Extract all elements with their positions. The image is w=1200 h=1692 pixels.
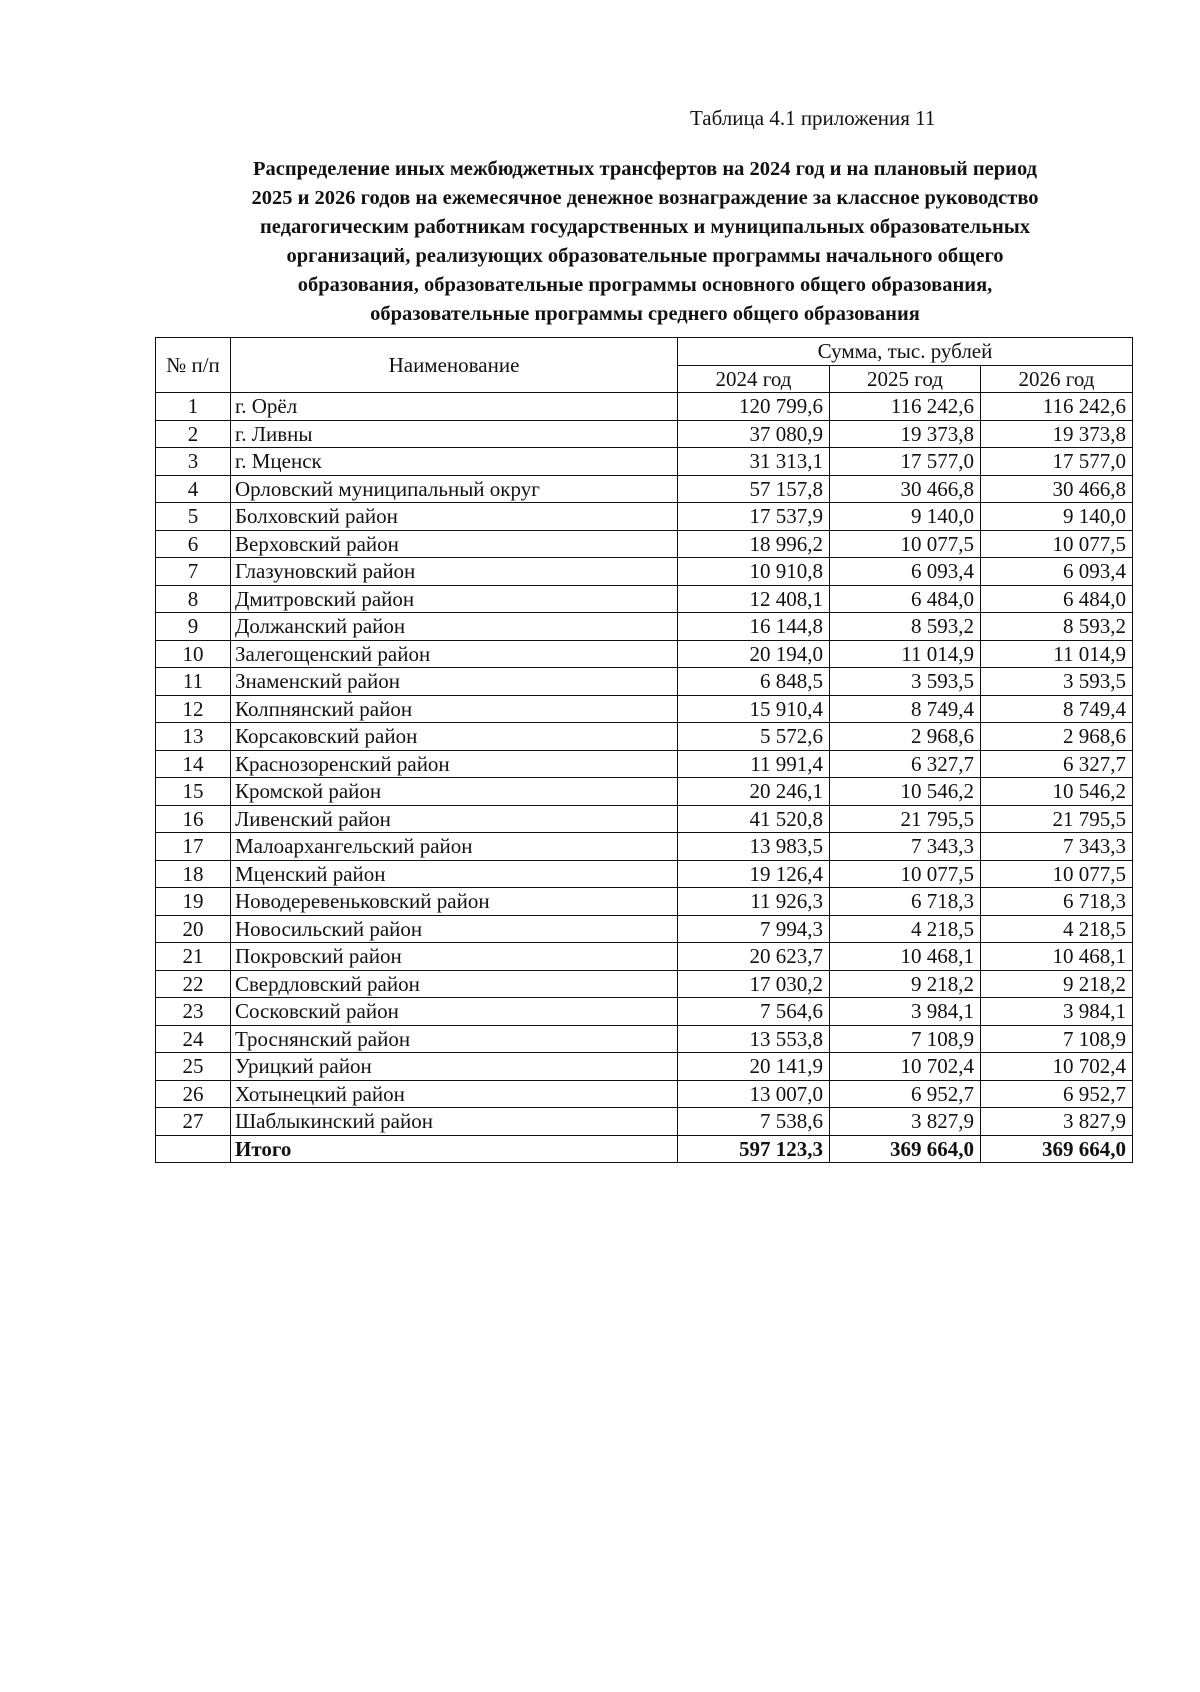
row-name: г. Мценск <box>231 448 678 476</box>
row-value-2026: 3 593,5 <box>981 668 1133 696</box>
table-row <box>156 530 1133 558</box>
row-value-2026: 17 577,0 <box>981 448 1133 476</box>
row-num: 25 <box>156 1053 231 1081</box>
table-row <box>156 750 1133 778</box>
row-name: Корсаковский район <box>231 723 678 751</box>
row-name: Знаменский район <box>231 668 678 696</box>
row-name: Урицкий район <box>231 1053 678 1081</box>
row-num: 27 <box>156 1108 231 1136</box>
row-value-2026: 8 749,4 <box>981 695 1133 723</box>
table-row <box>156 585 1133 613</box>
row-value-2024: 37 080,9 <box>678 420 830 448</box>
row-value-2026: 6 327,7 <box>981 750 1133 778</box>
row-value-2024: 20 141,9 <box>678 1053 830 1081</box>
table-row <box>156 860 1133 888</box>
row-value-2025: 2 968,6 <box>830 723 981 751</box>
row-value-2026: 3 984,1 <box>981 998 1133 1026</box>
row-value-2026: 10 702,4 <box>981 1053 1133 1081</box>
row-value-2026: 6 718,3 <box>981 888 1133 916</box>
table-row <box>156 448 1133 476</box>
row-name: Новосильский район <box>231 915 678 943</box>
row-value-2025: 6 093,4 <box>830 558 981 586</box>
row-num: 10 <box>156 640 231 668</box>
row-value-2025: 10 077,5 <box>830 530 981 558</box>
table-row <box>156 833 1133 861</box>
table-body <box>156 393 1133 1136</box>
row-value-2025: 6 484,0 <box>830 585 981 613</box>
row-value-2024: 11 991,4 <box>678 750 830 778</box>
row-value-2024: 13 007,0 <box>678 1080 830 1108</box>
row-name: Залегощенский район <box>231 640 678 668</box>
table-row <box>156 970 1133 998</box>
row-value-2026: 2 968,6 <box>981 723 1133 751</box>
row-value-2024: 20 194,0 <box>678 640 830 668</box>
row-value-2026: 7 108,9 <box>981 1025 1133 1053</box>
total-2026: 369 664,0 <box>981 1135 1133 1163</box>
row-value-2024: 10 910,8 <box>678 558 830 586</box>
row-value-2026: 30 466,8 <box>981 475 1133 503</box>
row-name: Троснянский район <box>231 1025 678 1053</box>
title-line: организаций, реализующих образовательные программы начального общего <box>286 245 1004 267</box>
row-value-2026: 19 373,8 <box>981 420 1133 448</box>
row-value-2024: 13 553,8 <box>678 1025 830 1053</box>
row-value-2025: 19 373,8 <box>830 420 981 448</box>
table-row <box>156 640 1133 668</box>
row-name: г. Ливны <box>231 420 678 448</box>
row-num: 11 <box>156 668 231 696</box>
row-num: 2 <box>156 420 231 448</box>
document-title <box>150 155 1140 329</box>
row-name: Глазуновский район <box>231 558 678 586</box>
row-name: Сосковский район <box>231 998 678 1026</box>
row-value-2026: 6 093,4 <box>981 558 1133 586</box>
table-row <box>156 393 1133 421</box>
table-row <box>156 475 1133 503</box>
row-value-2024: 15 910,4 <box>678 695 830 723</box>
row-name: Малоархангельский район <box>231 833 678 861</box>
row-value-2024: 41 520,8 <box>678 805 830 833</box>
row-value-2025: 7 343,3 <box>830 833 981 861</box>
table-row <box>156 723 1133 751</box>
row-num: 5 <box>156 503 231 531</box>
row-value-2026: 9 218,2 <box>981 970 1133 998</box>
row-num: 14 <box>156 750 231 778</box>
transfers-table <box>155 337 1133 1163</box>
row-name: Должанский район <box>231 613 678 641</box>
row-value-2026: 8 593,2 <box>981 613 1133 641</box>
row-value-2026: 6 952,7 <box>981 1080 1133 1108</box>
table-row <box>156 1108 1133 1136</box>
row-num: 4 <box>156 475 231 503</box>
row-name: Ливенский район <box>231 805 678 833</box>
row-name: г. Орёл <box>231 393 678 421</box>
row-value-2024: 16 144,8 <box>678 613 830 641</box>
row-value-2024: 5 572,6 <box>678 723 830 751</box>
row-value-2024: 19 126,4 <box>678 860 830 888</box>
row-value-2026: 116 242,6 <box>981 393 1133 421</box>
total-2025: 369 664,0 <box>830 1135 981 1163</box>
row-value-2025: 9 218,2 <box>830 970 981 998</box>
table-row <box>156 1025 1133 1053</box>
row-value-2024: 7 538,6 <box>678 1108 830 1136</box>
row-value-2024: 17 030,2 <box>678 970 830 998</box>
header-sum: Сумма, тыс. рублей <box>678 338 1133 366</box>
row-value-2026: 10 546,2 <box>981 778 1133 806</box>
table-row <box>156 805 1133 833</box>
row-name: Болховский район <box>231 503 678 531</box>
row-value-2025: 9 140,0 <box>830 503 981 531</box>
row-value-2024: 20 246,1 <box>678 778 830 806</box>
table-row <box>156 695 1133 723</box>
row-value-2025: 30 466,8 <box>830 475 981 503</box>
row-num: 16 <box>156 805 231 833</box>
total-num <box>156 1135 231 1163</box>
row-num: 8 <box>156 585 231 613</box>
row-value-2025: 6 327,7 <box>830 750 981 778</box>
row-name: Орловский муниципальный округ <box>231 475 678 503</box>
title-line: образования, образовательные программы основного общего образования, <box>297 274 993 296</box>
row-value-2024: 7 564,6 <box>678 998 830 1026</box>
title-line: педагогическим работникам государственных и муниципальных образовательных <box>259 216 1031 238</box>
header-year-2026: 2026 год <box>981 365 1133 393</box>
table-row <box>156 915 1133 943</box>
table-row <box>156 943 1133 971</box>
row-value-2024: 17 537,9 <box>678 503 830 531</box>
row-name: Колпнянский район <box>231 695 678 723</box>
row-num: 15 <box>156 778 231 806</box>
row-num: 20 <box>156 915 231 943</box>
row-num: 7 <box>156 558 231 586</box>
table-header <box>156 338 1133 393</box>
header-year-2024: 2024 год <box>678 365 830 393</box>
title-line: образовательные программы среднего общего образования <box>370 303 920 325</box>
table-row <box>156 778 1133 806</box>
header-num: № п/п <box>156 338 231 393</box>
row-name: Шаблыкинский район <box>231 1108 678 1136</box>
row-value-2025: 6 952,7 <box>830 1080 981 1108</box>
row-value-2025: 116 242,6 <box>830 393 981 421</box>
row-value-2024: 20 623,7 <box>678 943 830 971</box>
table-row <box>156 558 1133 586</box>
row-value-2025: 3 827,9 <box>830 1108 981 1136</box>
row-value-2026: 21 795,5 <box>981 805 1133 833</box>
row-name: Хотынецкий район <box>231 1080 678 1108</box>
row-num: 21 <box>156 943 231 971</box>
row-name: Новодеревеньковский район <box>231 888 678 916</box>
row-value-2025: 10 702,4 <box>830 1053 981 1081</box>
row-value-2026: 10 468,1 <box>981 943 1133 971</box>
header-name: Наименование <box>231 338 678 393</box>
row-value-2025: 8 749,4 <box>830 695 981 723</box>
row-name: Краснозоренский район <box>231 750 678 778</box>
row-num: 1 <box>156 393 231 421</box>
table-row <box>156 668 1133 696</box>
row-name: Верховский район <box>231 530 678 558</box>
row-num: 24 <box>156 1025 231 1053</box>
table-row <box>156 1080 1133 1108</box>
row-value-2025: 10 077,5 <box>830 860 981 888</box>
row-value-2025: 3 984,1 <box>830 998 981 1026</box>
total-2024: 597 123,3 <box>678 1135 830 1163</box>
row-value-2024: 31 313,1 <box>678 448 830 476</box>
table-row <box>156 420 1133 448</box>
table-row <box>156 1053 1133 1081</box>
row-name: Кромской район <box>231 778 678 806</box>
row-name: Мценский район <box>231 860 678 888</box>
row-num: 12 <box>156 695 231 723</box>
row-value-2026: 10 077,5 <box>981 860 1133 888</box>
row-value-2026: 9 140,0 <box>981 503 1133 531</box>
row-value-2024: 120 799,6 <box>678 393 830 421</box>
row-value-2025: 8 593,2 <box>830 613 981 641</box>
row-num: 3 <box>156 448 231 476</box>
row-value-2025: 11 014,9 <box>830 640 981 668</box>
header-year-2025: 2025 год <box>830 365 981 393</box>
table-row <box>156 613 1133 641</box>
total-label: Итого <box>231 1135 678 1163</box>
row-num: 26 <box>156 1080 231 1108</box>
row-num: 22 <box>156 970 231 998</box>
row-value-2025: 21 795,5 <box>830 805 981 833</box>
row-value-2024: 57 157,8 <box>678 475 830 503</box>
row-num: 17 <box>156 833 231 861</box>
row-value-2024: 7 994,3 <box>678 915 830 943</box>
title-line: 2025 и 2026 годов на ежемесячное денежное вознаграждение за классное руководство <box>251 187 1039 209</box>
row-value-2024: 6 848,5 <box>678 668 830 696</box>
row-num: 23 <box>156 998 231 1026</box>
row-value-2024: 12 408,1 <box>678 585 830 613</box>
row-name: Покровский район <box>231 943 678 971</box>
total-row <box>156 1135 1133 1163</box>
row-value-2026: 11 014,9 <box>981 640 1133 668</box>
table-row <box>156 998 1133 1026</box>
row-value-2026: 7 343,3 <box>981 833 1133 861</box>
row-num: 9 <box>156 613 231 641</box>
row-value-2025: 3 593,5 <box>830 668 981 696</box>
row-num: 19 <box>156 888 231 916</box>
row-name: Дмитровский район <box>231 585 678 613</box>
row-value-2026: 6 484,0 <box>981 585 1133 613</box>
row-value-2025: 10 546,2 <box>830 778 981 806</box>
row-num: 13 <box>156 723 231 751</box>
row-name: Свердловский район <box>231 970 678 998</box>
row-num: 18 <box>156 860 231 888</box>
row-value-2025: 10 468,1 <box>830 943 981 971</box>
row-value-2025: 6 718,3 <box>830 888 981 916</box>
row-value-2024: 18 996,2 <box>678 530 830 558</box>
table-footer <box>156 1135 1133 1163</box>
row-value-2025: 4 218,5 <box>830 915 981 943</box>
row-value-2024: 13 983,5 <box>678 833 830 861</box>
row-value-2026: 4 218,5 <box>981 915 1133 943</box>
table-row <box>156 503 1133 531</box>
row-value-2024: 11 926,3 <box>678 888 830 916</box>
row-value-2026: 3 827,9 <box>981 1108 1133 1136</box>
title-line: Распределение иных межбюджетных трансфертов на 2024 год и на плановый период <box>253 158 1037 180</box>
appendix-label: Таблица 4.1 приложения 11 <box>690 106 936 130</box>
row-value-2025: 7 108,9 <box>830 1025 981 1053</box>
row-value-2026: 10 077,5 <box>981 530 1133 558</box>
table-row <box>156 888 1133 916</box>
row-value-2025: 17 577,0 <box>830 448 981 476</box>
row-num: 6 <box>156 530 231 558</box>
